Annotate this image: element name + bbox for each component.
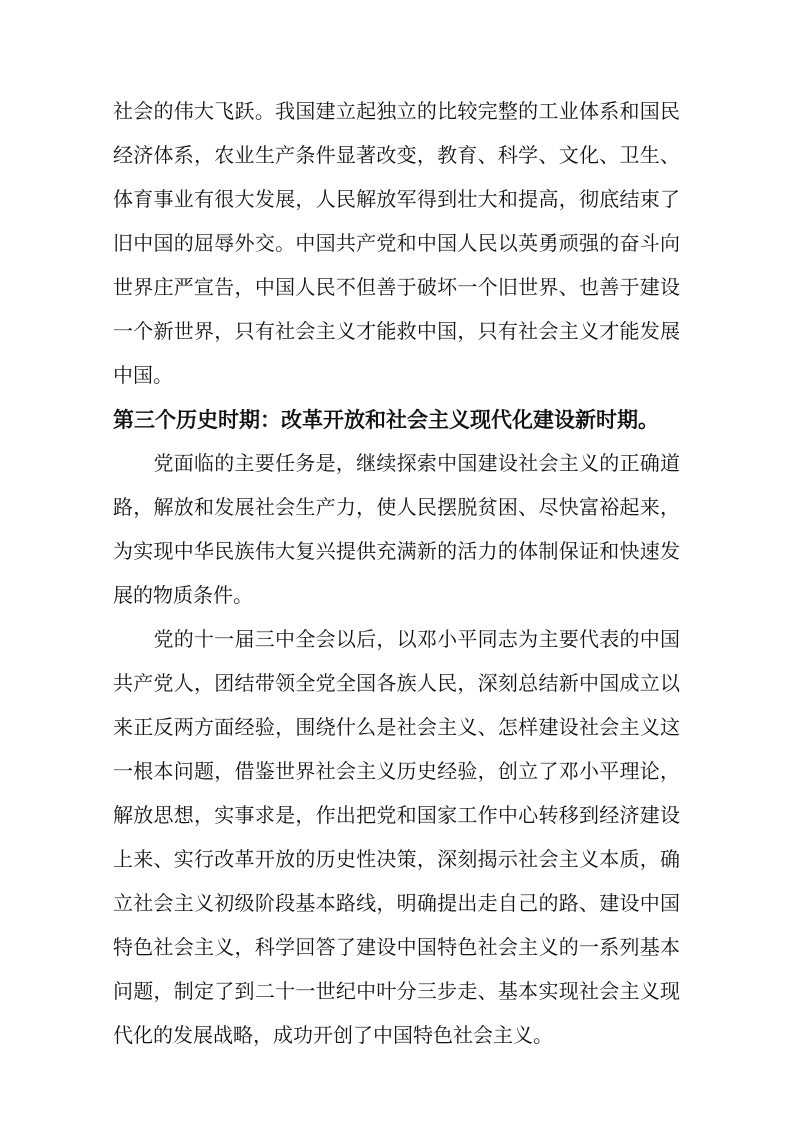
text-line: 特色社会主义，科学回答了建设中国特色社会主义的一系列基本 bbox=[113, 937, 680, 959]
text-line: 来正反两方面经验，围绕什么是社会主义、怎样建设社会主义这 bbox=[113, 717, 680, 739]
section-heading bbox=[113, 398, 680, 442]
paragraph bbox=[113, 90, 680, 398]
document-content bbox=[113, 90, 680, 1058]
paragraph bbox=[113, 442, 680, 618]
text-line: 路，解放和发展社会生产力，使人民摆脱贫困、尽快富裕起来， bbox=[113, 497, 680, 519]
text-line: 一根本问题，借鉴世界社会主义历史经验，创立了邓小平理论， bbox=[113, 761, 680, 783]
text-line: 旧中国的屈辱外交。中国共产党和中国人民以英勇顽强的奋斗向 bbox=[113, 233, 680, 255]
paragraph bbox=[113, 618, 680, 1058]
text-line: 代化的发展战略，成功开创了中国特色社会主义。 bbox=[113, 1025, 553, 1047]
text-line: 一个新世界，只有社会主义才能救中国，只有社会主义才能发展 bbox=[113, 321, 680, 343]
text-line: 共产党人，团结带领全党全国各族人民，深刻总结新中国成立以 bbox=[113, 673, 680, 695]
text-line: 立社会主义初级阶段基本路线，明确提出走自己的路、建设中国 bbox=[113, 893, 680, 915]
text-line: 党的十一届三中全会以后，以邓小平同志为主要代表的中国 bbox=[153, 629, 680, 651]
text-line: 为实现中华民族伟大复兴提供充满新的活力的体制保证和快速发 bbox=[113, 541, 680, 563]
text-line: 解放思想，实事求是，作出把党和国家工作中心转移到经济建设 bbox=[113, 805, 680, 827]
text-line: 经济体系，农业生产条件显著改变，教育、科学、文化、卫生、 bbox=[113, 145, 680, 167]
text-line: 党面临的主要任务是，继续探索中国建设社会主义的正确道 bbox=[153, 453, 680, 475]
text-line: 上来、实行改革开放的历史性决策，深刻揭示社会主义本质，确 bbox=[113, 849, 680, 871]
text-line: 世界庄严宣告，中国人民不但善于破坏一个旧世界、也善于建设 bbox=[113, 277, 680, 299]
text-line: 展的物质条件。 bbox=[113, 585, 253, 607]
text-line: 体育事业有很大发展，人民解放军得到壮大和提高，彻底结束了 bbox=[113, 189, 680, 211]
text-line: 问题，制定了到二十一世纪中叶分三步走、基本实现社会主义现 bbox=[113, 981, 680, 1003]
text-line: 中国。 bbox=[113, 365, 173, 387]
heading-line: 第三个历史时期：改革开放和社会主义现代化建设新时期。 bbox=[113, 408, 659, 432]
text-line: 社会的伟大飞跃。我国建立起独立的比较完整的工业体系和国民 bbox=[113, 101, 680, 123]
